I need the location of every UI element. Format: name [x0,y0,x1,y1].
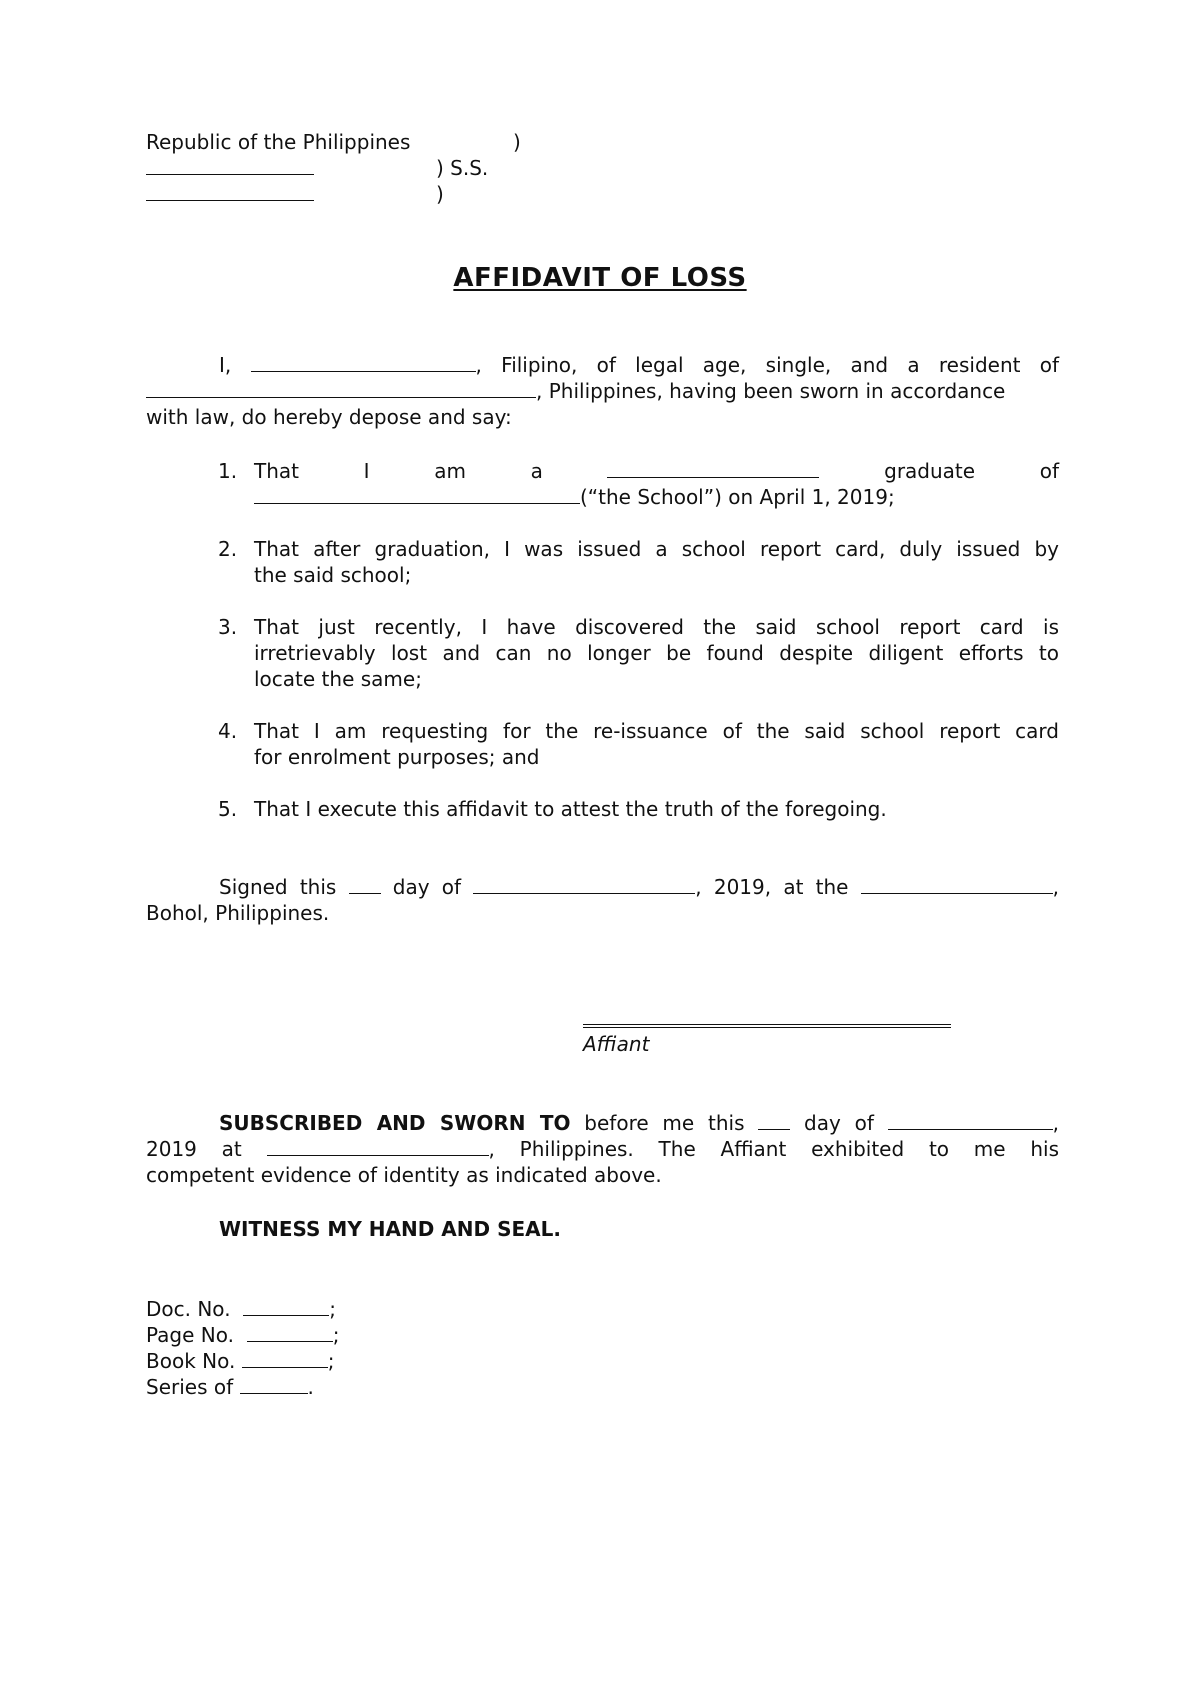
intro-paragraph [146,352,1059,430]
notary-series: Series of . [146,1375,314,1399]
intro-line-2: , Philippines, having been sworn in accordance [146,378,1059,404]
series-blank [240,1374,308,1394]
affiant-label: Affiant [583,1032,650,1056]
venue-blank-city [146,181,314,207]
affidavit-page: Republic of the Philippines ) ) S.S. ) AFFIDAVIT OF LOSS I, , Filipino, of legal age, single, and a resident of , Philippines, having been sworn in accordance with law, do hereby depose and say: 1. That I am a graduate of (“the School”) on April 1, 2019; 2. That after graduation, I was issued a school report card, duly issued by the said school; 3. That just recently, I have discovered the said school report card is irretrievably lost and can no longer be found despite diligent efforts to locate the same; 4. That I am requesting for the re-issuance of the said school report card for enrolment purposes; and 5. That I execute this affidavit to attest the truth of the foregoing. Signed this day of , 2019, at the , Bohol, Philippines. Affiant SUBSCRIBED AND SWORN TO before me this day of , 2019 at , Philippines. The Affiant exhibited to me his competent evidence of identity as indicated above. WITNESS MY HAND AND SEAL. Doc. No. ; Page No. ; Book No. ; Series of . [0,0,1200,1696]
venue-blank-province [146,155,314,181]
signed-day-blank [349,874,381,894]
jurat-place-blank [267,1136,489,1156]
signed-line-2: Bohol, Philippines. [146,901,330,925]
residence-blank [146,378,536,398]
doc-no-blank [243,1296,329,1316]
venue-ss: ) S.S. [436,156,489,180]
jurat-line-2: 2019 at , Philippines. The Affiant exhibited to me his [146,1137,1059,1161]
notary-book-no: Book No. ; [146,1349,335,1373]
venue-republic: Republic of the Philippines [146,130,411,154]
book-no-blank [242,1348,328,1368]
intro-line-3: with law, do hereby depose and say: [146,405,512,429]
venue-paren-3: ) [436,182,444,206]
signed-month-blank [473,874,695,894]
name-blank [251,352,476,372]
document-title: AFFIDAVIT OF LOSS [453,263,747,293]
notary-page-no: Page No. ; [146,1323,340,1347]
jurat-month-blank [888,1110,1053,1130]
item-1-line-1: That I am a graduate of [254,459,1059,483]
signature-line [583,1024,951,1028]
course-blank [607,458,819,478]
signed-paragraph [146,874,1059,926]
jurat-line-3: competent evidence of identity as indicated above. [146,1163,662,1187]
intro-line-1: I, , Filipino, of legal age, single, and a resident of [219,353,1059,377]
jurat-day-blank [758,1110,790,1130]
venue-paren-1: ) [513,130,521,154]
page-no-blank [247,1322,333,1342]
school-blank [254,484,580,504]
witness-line: WITNESS MY HAND AND SEAL. [219,1217,561,1241]
jurat-bold: SUBSCRIBED AND SWORN TO [219,1111,571,1135]
jurat-line-1: SUBSCRIBED AND SWORN TO before me this day of , [219,1111,1060,1135]
province-blank [146,155,314,175]
signed-line-1: Signed this day of , 2019, at the , [219,875,1060,899]
city-blank [146,181,314,201]
notary-doc-no: Doc. No. ; [146,1297,337,1321]
signed-place-blank [861,874,1053,894]
item-1-line-2: (“the School”) on April 1, 2019; [254,484,1059,510]
jurat-paragraph [146,1110,1059,1188]
